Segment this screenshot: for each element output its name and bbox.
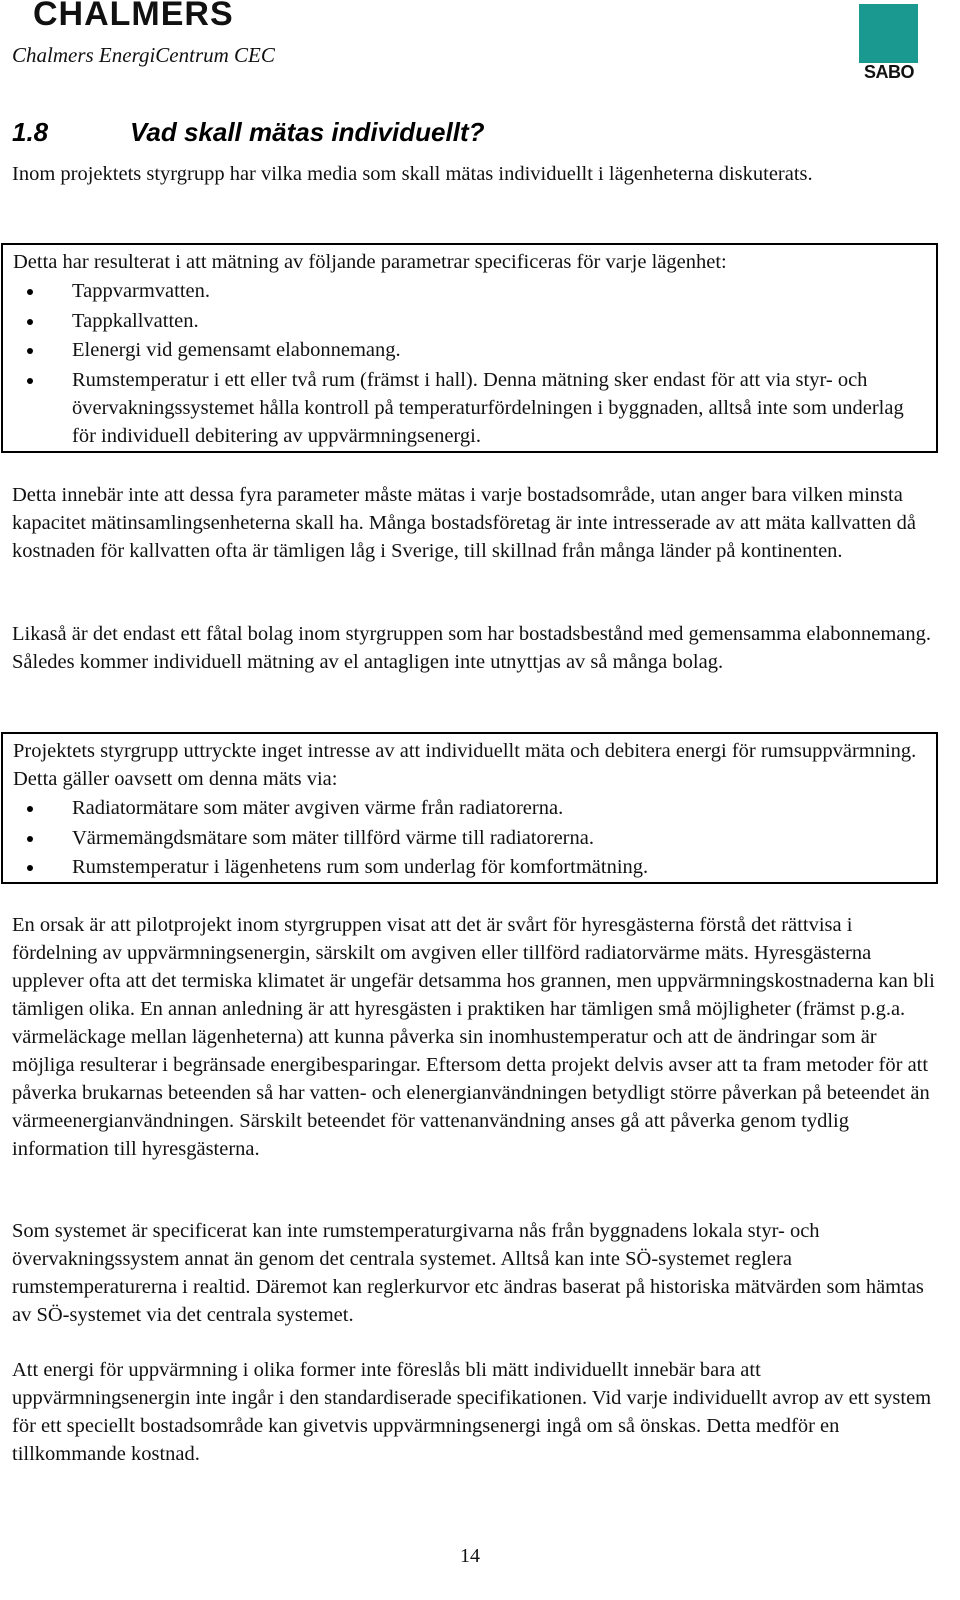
measured-parameters-box <box>1 243 938 453</box>
list-item: Värmemängdsmätare som mäter tillförd värme till radiatorerna. <box>13 824 930 854</box>
section-title: Vad skall mätas individuellt? <box>130 117 485 147</box>
list-item: Tappvarmvatten. <box>13 277 930 307</box>
list-item: Tappkallvatten. <box>13 307 930 337</box>
section-heading <box>12 115 484 149</box>
box2-lead: Projektets styrgrupp uttryckte inget intresse av att individuellt mäta och debitera energi för rumsuppvärmning. Detta gäller oavsett om denna mäts via: <box>13 740 917 790</box>
heating-measurement-box <box>1 732 938 884</box>
paragraph-parameters-meaning: Detta innebär inte att dessa fyra parameter måste mätas i varje bostadsområde, utan anger bara vilken minsta kapacitet mätinsamlingsenheterna skall ha. Många bostadsföretag är inte intresserade av att mäta kallvatten då kostnaden för kallvatten ofta är tämligen låg i Sverige, till skillnad från många länder på kontinenten. <box>12 484 916 562</box>
bullet-icon <box>27 836 33 842</box>
list-item: Rumstemperatur i ett eller två rum (främst i hall). Denna mätning sker endast för att via styr- och övervakningssystemet hålla kontroll på temperaturfördelningen i byggnaden, alltså inte som underlag för individuell debitering av uppvärmningsenergi. <box>13 366 930 450</box>
list-item: Rumstemperatur i lägenhetens rum som underlag för komfortmätning. <box>13 853 930 883</box>
bullet-icon <box>27 348 33 354</box>
bullet-icon <box>27 806 33 812</box>
paragraph-system-spec: Som systemet är specificerat kan inte rumstemperaturgivarna nås från byggnadens lokala styr- och övervakningssystem annat än genom det centrala systemet. Alltså kan inte SÖ-systemet reglera rumstemperaturerna i realtid. Däremot kan reglerkurvor etc ändras baserat på historiska mätvärden som hämtas av SÖ-systemet via det centrala systemet. <box>12 1220 924 1326</box>
sabo-logo-text: SABO <box>863 62 914 82</box>
box1-lead: Detta har resulterat i att mätning av följande parametrar specificeras för varje lägenhet: <box>13 251 727 273</box>
paragraph-heating-energy: Att energi för uppvärmning i olika former inte föreslås bli mätt individuellt innebär bara att uppvärmningsenergin inte ingår i den standardiserade specifikationen. Vid varje individuellt avrop av ett system för ett speciellt bostadsområde kan givetvis uppvärmningsenergi ingå om så önskas. Detta medför en tillkommande kostnad. <box>12 1359 932 1465</box>
paragraph-electricity: Likaså är det endast ett fåtal bolag inom styrgruppen som har bostadsbestånd med gemensamma elabonnemang. Således kommer individuell mätning av el antagligen inte utnyttjas av så många bolag. <box>12 623 932 673</box>
paragraph-reasons: En orsak är att pilotprojekt inom styrgruppen visat att det är svårt för hyresgästerna förstå det rättvisa i fördelning av uppvärmningsenergin, särskilt om avgiven eller tillförd radiatorvärme mäts. Hyresgästerna upplever ofta att det termiska klimatet är ungefär detsamma hos grannen, men uppvärmningskostnaderna kan bli tämligen olika. En annan anledning är att hyresgästen i praktiken har tämligen små möjligheter (främst p.g.a. värmeläckage mellan lägenheterna) att kunna påverka sin inomhustemperatur och att de ändringar som är möjliga resulterar i begränsade energibesparingar. Eftersom detta projekt delvis avser att ta fram metoder för att påverka brukarnas beteenden så har vatten- och elenergianvändningen betydligt större påverkan på beteendet än värmeenergianvändningen. Särskilt beteendet för vattenanvändning anses gå att påverka genom tydlig information till hyresgästerna. <box>12 914 935 1160</box>
header-subtitle: Chalmers EnergiCentrum CEC <box>12 43 275 67</box>
bullet-icon <box>27 289 33 295</box>
sabo-logo-square <box>859 4 918 63</box>
measured-parameters-list <box>13 277 930 450</box>
chalmers-logo: CHALMERS <box>33 0 234 33</box>
bullet-icon <box>27 865 33 871</box>
bullet-icon <box>27 319 33 325</box>
bullet-icon <box>27 378 33 384</box>
section-number: 1.8 <box>12 117 49 147</box>
list-item: Radiatormätare som mäter avgiven värme från radiatorerna. <box>13 794 930 824</box>
list-item: Elenergi vid gemensamt elabonnemang. <box>13 336 930 366</box>
intro-paragraph: Inom projektets styrgrupp har vilka media som skall mätas individuellt i lägenheterna diskuterats. <box>12 163 813 185</box>
heating-measurement-list <box>13 794 930 883</box>
page-number: 14 <box>460 1545 480 1567</box>
